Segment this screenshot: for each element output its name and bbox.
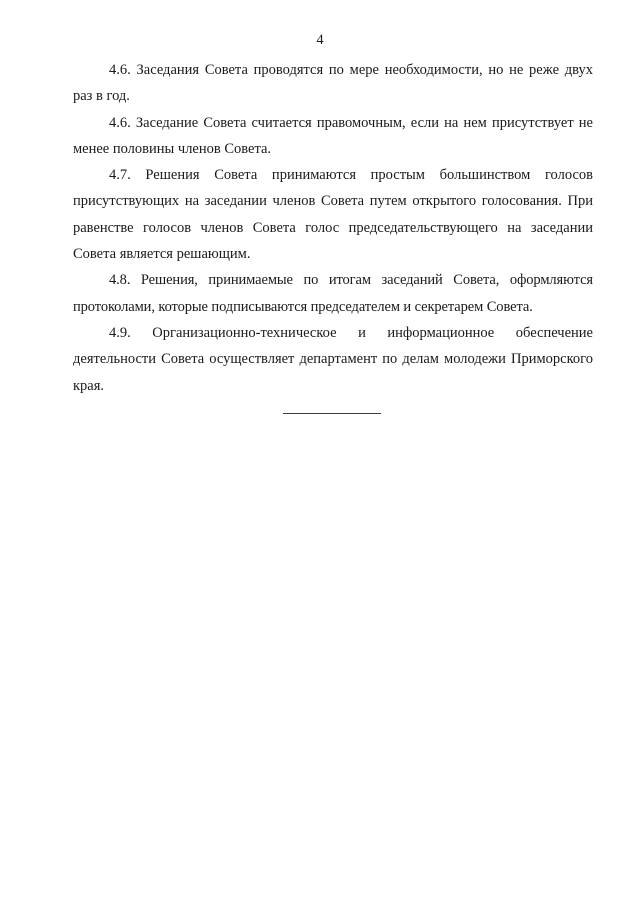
end-of-text-rule [283, 413, 381, 414]
paragraph-4-7-decisions: 4.7. Решения Совета принимаются простым большинством голосов присутствующих на заседании членов Совета путем открытого голосования. При равенстве голосов членов Совета голос председательствующего на заседании Совета является решающим. [73, 167, 593, 263]
document-body [73, 57, 593, 399]
paragraph-4-8-protocols: 4.8. Решения, принимаемые по итогам заседаний Совета, оформляются протоколами, которые подписываются председателем и секретарем Совета. [73, 272, 593, 315]
page-number: 4 [316, 32, 324, 48]
paragraph-4-6-meetings: 4.6. Заседания Совета проводятся по мере необходимости, но не реже двух раз в год. [73, 62, 593, 105]
paragraph-4-6-quorum: 4.6. Заседание Совета считается правомочным, если на нем присутствует не менее половины членов Совета. [73, 114, 593, 157]
paragraph-4-9-support: 4.9. Организационно-техническое и информационное обеспечение деятельности Совета осуществляет департамент по делам молодежи Приморского края. [73, 324, 593, 394]
